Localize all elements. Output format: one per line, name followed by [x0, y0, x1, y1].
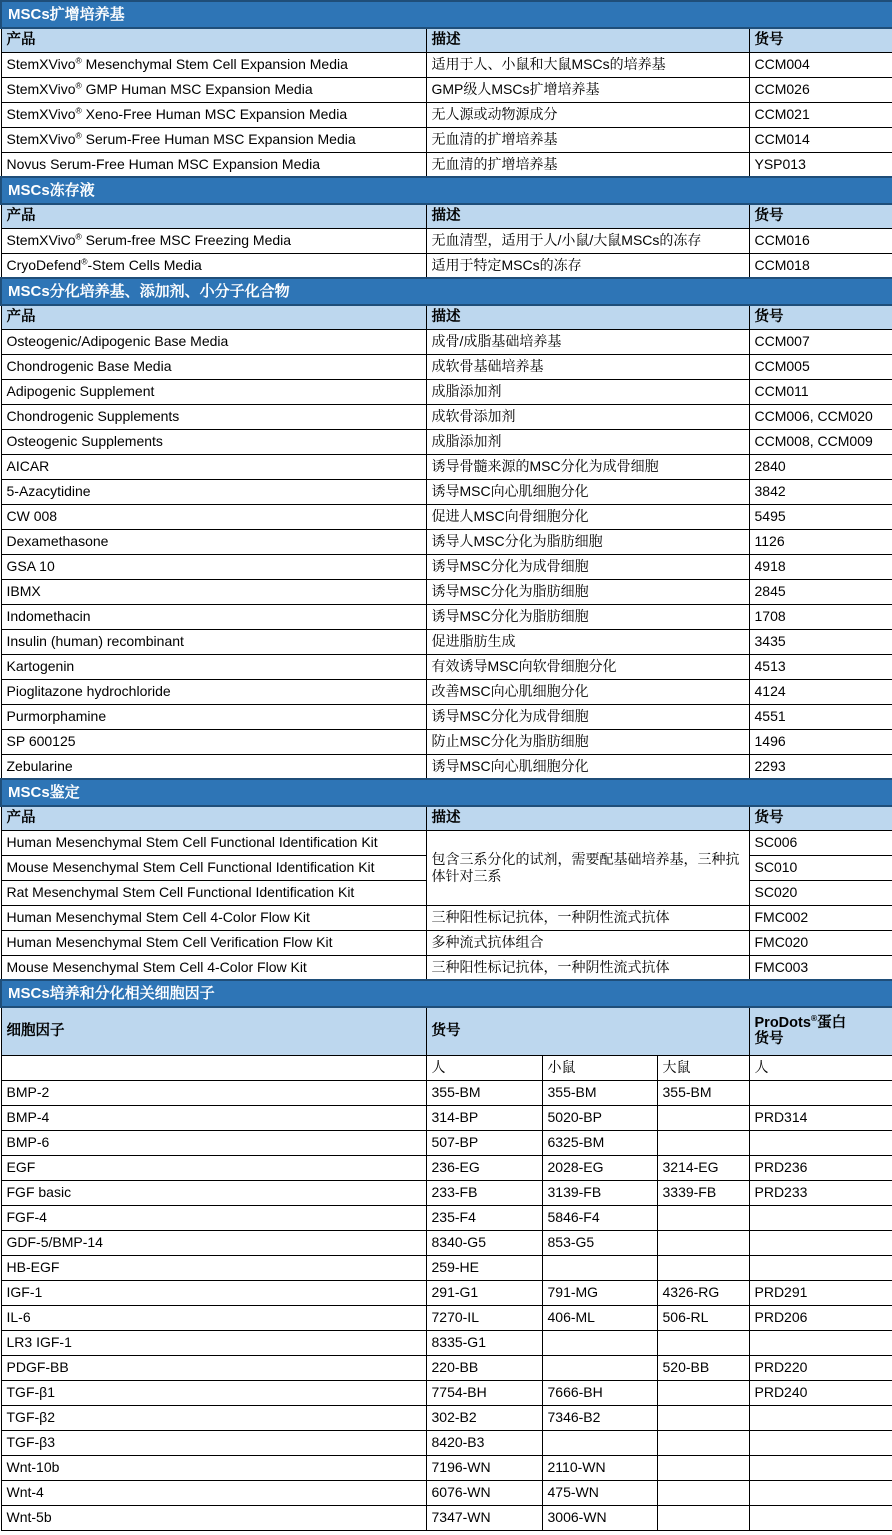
table-row: [1, 354, 892, 379]
product-description: 诱导人MSC分化为脂肪细胞: [426, 529, 749, 554]
product-description: 成脂添加剂: [426, 429, 749, 454]
table-row: [1, 1305, 892, 1330]
table-row: [1, 404, 892, 429]
section-band-row: [1, 278, 892, 305]
catalog-prodots: PRD291: [749, 1280, 892, 1305]
catalog-human: 235-F4: [426, 1205, 542, 1230]
catalog-number: CCM008, CCM009: [749, 429, 892, 454]
product-description: 有效诱导MSC向软骨细胞分化: [426, 654, 749, 679]
product-description: 诱导MSC分化为脂肪细胞: [426, 604, 749, 629]
table-row: [1, 77, 892, 102]
catalog-mouse: 7346-B2: [542, 1405, 657, 1430]
column-header-catalog: 货号: [749, 305, 892, 329]
catalog-number: CCM016: [749, 228, 892, 253]
product-name: Human Mesenchymal Stem Cell Functional Identification Kit: [1, 830, 426, 855]
product-description: 无人源或动物源成分: [426, 102, 749, 127]
product-name: Zebularine: [1, 754, 426, 779]
product-description: GMP级人MSCs扩增培养基: [426, 77, 749, 102]
product-description: 三种阳性标记抗体，一种阴性流式抗体: [426, 955, 749, 980]
table-row: [1, 1505, 892, 1530]
cytokine-name: TGF-β3: [1, 1430, 426, 1455]
product-name: GSA 10: [1, 554, 426, 579]
product-description: 三种阳性标记抗体，一种阴性流式抗体: [426, 905, 749, 930]
product-description: 诱导MSC分化为成骨细胞: [426, 704, 749, 729]
catalog-mouse: [542, 1255, 657, 1280]
catalog-mouse: 5846-F4: [542, 1205, 657, 1230]
table-row: [1, 1205, 892, 1230]
table-row: [1, 554, 892, 579]
product-name: StemXVivo® Serum-Free Human MSC Expansion Media: [1, 127, 426, 152]
column-header-prodots: ProDots®蛋白 货号: [749, 1007, 892, 1055]
catalog-human: 8420-B3: [426, 1430, 542, 1455]
catalog-prodots: [749, 1455, 892, 1480]
species-human: 人: [426, 1055, 542, 1080]
product-description: 诱导MSC分化为脂肪细胞: [426, 579, 749, 604]
table-row: [1, 654, 892, 679]
catalog-human: 507-BP: [426, 1130, 542, 1155]
catalog-human: 7196-WN: [426, 1455, 542, 1480]
column-header-product: 产品: [1, 28, 426, 52]
table-row: [1, 379, 892, 404]
table-row: [1, 1280, 892, 1305]
product-name: StemXVivo® Mesenchymal Stem Cell Expansion Media: [1, 52, 426, 77]
catalog-number: 2293: [749, 754, 892, 779]
catalog-number: 4551: [749, 704, 892, 729]
catalog-number: 3842: [749, 479, 892, 504]
catalog-number: 4513: [749, 654, 892, 679]
column-header-product: 产品: [1, 204, 426, 228]
table-row: [1, 1180, 892, 1205]
product-name: StemXVivo® GMP Human MSC Expansion Media: [1, 77, 426, 102]
cytokine-name: GDF-5/BMP-14: [1, 1230, 426, 1255]
catalog-mouse: 3139-FB: [542, 1180, 657, 1205]
table-row: [1, 1130, 892, 1155]
product-name: StemXVivo® Xeno-Free Human MSC Expansion Media: [1, 102, 426, 127]
catalog-mouse: 6325-BM: [542, 1130, 657, 1155]
column-header-product: 产品: [1, 806, 426, 830]
catalog-number: CCM006, CCM020: [749, 404, 892, 429]
section-band-row: [1, 1, 892, 28]
table-row: [1, 504, 892, 529]
table-row: [1, 228, 892, 253]
catalog-mouse: 5020-BP: [542, 1105, 657, 1130]
product-name: CryoDefend®-Stem Cells Media: [1, 253, 426, 278]
product-description: 成软骨基础培养基: [426, 354, 749, 379]
table-row: [1, 454, 892, 479]
catalog-prodots: [749, 1255, 892, 1280]
section-band-row: [1, 779, 892, 806]
cytokine-name: TGF-β1: [1, 1380, 426, 1405]
product-name: Mouse Mesenchymal Stem Cell Functional Identification Kit: [1, 855, 426, 880]
species-subheader-row: [1, 1055, 892, 1080]
cytokine-name: IGF-1: [1, 1280, 426, 1305]
catalog-mouse: [542, 1330, 657, 1355]
table-row: [1, 704, 892, 729]
product-description: 无血清的扩增培养基: [426, 127, 749, 152]
table-row: [1, 905, 892, 930]
catalog-mouse: 853-G5: [542, 1230, 657, 1255]
table-row: [1, 1480, 892, 1505]
table-row: [1, 102, 892, 127]
catalog-number: CCM011: [749, 379, 892, 404]
table-row: [1, 830, 892, 855]
product-name: Chondrogenic Base Media: [1, 354, 426, 379]
catalog-prodots: PRD236: [749, 1155, 892, 1180]
catalog-mouse: 406-ML: [542, 1305, 657, 1330]
catalog-number: 1708: [749, 604, 892, 629]
section-title-freezing-media: MSCs冻存液: [1, 177, 892, 204]
table-row: [1, 1105, 892, 1130]
catalog-mouse: 3006-WN: [542, 1505, 657, 1530]
table-row: [1, 679, 892, 704]
catalog-human: 355-BM: [426, 1080, 542, 1105]
column-header-row: [1, 305, 892, 329]
catalog-prodots: [749, 1205, 892, 1230]
catalog-number: 4124: [749, 679, 892, 704]
product-name: Osteogenic/Adipogenic Base Media: [1, 329, 426, 354]
catalog-number: FMC002: [749, 905, 892, 930]
product-description: 成骨/成脂基础培养基: [426, 329, 749, 354]
catalog-rat: [657, 1505, 749, 1530]
product-name: Dexamethasone: [1, 529, 426, 554]
catalog-rat: [657, 1330, 749, 1355]
product-description: 适用于人、小鼠和大鼠MSCs的培养基: [426, 52, 749, 77]
catalog-human: 6076-WN: [426, 1480, 542, 1505]
catalog-mouse: [542, 1355, 657, 1380]
table-row: [1, 579, 892, 604]
column-header-row: [1, 28, 892, 52]
section-band-row: [1, 980, 892, 1007]
product-name: Insulin (human) recombinant: [1, 629, 426, 654]
catalog-prodots: PRD240: [749, 1380, 892, 1405]
column-header-cytokine: 细胞因子: [1, 1007, 426, 1055]
table-row: [1, 52, 892, 77]
table-row: [1, 1230, 892, 1255]
catalog-human: 7347-WN: [426, 1505, 542, 1530]
product-description: 防止MSC分化为脂肪细胞: [426, 729, 749, 754]
section-title-cytokines: MSCs培养和分化相关细胞因子: [1, 980, 892, 1007]
table-row: [1, 1405, 892, 1430]
table-row: [1, 329, 892, 354]
catalog-number: CCM026: [749, 77, 892, 102]
catalog-mouse: 2110-WN: [542, 1455, 657, 1480]
cytokine-name: FGF basic: [1, 1180, 426, 1205]
catalog-mouse: 7666-BH: [542, 1380, 657, 1405]
product-name: StemXVivo® Serum-free MSC Freezing Media: [1, 228, 426, 253]
column-header-description: 描述: [426, 305, 749, 329]
product-name: Rat Mesenchymal Stem Cell Functional Identification Kit: [1, 880, 426, 905]
section-title-expansion-media: MSCs扩增培养基: [1, 1, 892, 28]
product-name: SP 600125: [1, 729, 426, 754]
cytokine-name: EGF: [1, 1155, 426, 1180]
catalog-body: [1, 1, 892, 1530]
catalog-rat: [657, 1430, 749, 1455]
catalog-number: 2840: [749, 454, 892, 479]
product-description: 促进脂肪生成: [426, 629, 749, 654]
catalog-mouse: [542, 1430, 657, 1455]
product-description: 成软骨添加剂: [426, 404, 749, 429]
catalog-human: 8335-G1: [426, 1330, 542, 1355]
section-title-identification: MSCs鉴定: [1, 779, 892, 806]
catalog-prodots: [749, 1330, 892, 1355]
catalog-rat: [657, 1230, 749, 1255]
product-description: 诱导MSC向心肌细胞分化: [426, 479, 749, 504]
catalog-mouse: 475-WN: [542, 1480, 657, 1505]
cytokine-name: LR3 IGF-1: [1, 1330, 426, 1355]
column-header-description: 描述: [426, 28, 749, 52]
catalog-number: SC020: [749, 880, 892, 905]
catalog-number: FMC020: [749, 930, 892, 955]
product-description: 包含三系分化的试剂，需要配基础培养基，三种抗体针对三系: [426, 830, 749, 905]
product-name: Pioglitazone hydrochloride: [1, 679, 426, 704]
product-name: Chondrogenic Supplements: [1, 404, 426, 429]
table-row: [1, 253, 892, 278]
product-description: 诱导骨髓来源的MSC分化为成骨细胞: [426, 454, 749, 479]
catalog-rat: [657, 1255, 749, 1280]
cytokine-name: TGF-β2: [1, 1405, 426, 1430]
column-header-catalog: 货号: [749, 28, 892, 52]
catalog-prodots: [749, 1080, 892, 1105]
product-name: Mouse Mesenchymal Stem Cell 4-Color Flow Kit: [1, 955, 426, 980]
table-row: [1, 604, 892, 629]
cytokine-name: IL-6: [1, 1305, 426, 1330]
section-title-differentiation: MSCs分化培养基、添加剂、小分子化合物: [1, 278, 892, 305]
catalog-prodots: [749, 1505, 892, 1530]
species-prodots-human: 人: [749, 1055, 892, 1080]
product-name: 5-Azacytidine: [1, 479, 426, 504]
table-row: [1, 127, 892, 152]
column-header-row: [1, 204, 892, 228]
catalog-rat: [657, 1455, 749, 1480]
catalog-human: 220-BB: [426, 1355, 542, 1380]
catalog-number: 3435: [749, 629, 892, 654]
product-name: Osteogenic Supplements: [1, 429, 426, 454]
table-row: [1, 729, 892, 754]
cytokine-name: HB-EGF: [1, 1255, 426, 1280]
column-header-catalog-group: 货号: [426, 1007, 749, 1055]
table-row: [1, 1355, 892, 1380]
table-row: [1, 1380, 892, 1405]
catalog-number: CCM018: [749, 253, 892, 278]
column-header-description: 描述: [426, 204, 749, 228]
table-row: [1, 629, 892, 654]
catalog-rat: 506-RL: [657, 1305, 749, 1330]
table-row: [1, 1430, 892, 1455]
column-header-row: [1, 806, 892, 830]
catalog-number: YSP013: [749, 152, 892, 177]
product-name: Human Mesenchymal Stem Cell Verification Flow Kit: [1, 930, 426, 955]
catalog-rat: 4326-RG: [657, 1280, 749, 1305]
catalog-prodots: [749, 1480, 892, 1505]
catalog-prodots: PRD206: [749, 1305, 892, 1330]
product-description: 诱导MSC分化为成骨细胞: [426, 554, 749, 579]
product-name: Kartogenin: [1, 654, 426, 679]
cytokine-name: Wnt-5b: [1, 1505, 426, 1530]
section-band-row: [1, 177, 892, 204]
catalog-number: 1496: [749, 729, 892, 754]
product-description: 诱导MSC向心肌细胞分化: [426, 754, 749, 779]
product-name: CW 008: [1, 504, 426, 529]
catalog-rat: 3339-FB: [657, 1180, 749, 1205]
catalog-prodots: [749, 1130, 892, 1155]
product-name: Indomethacin: [1, 604, 426, 629]
table-row: [1, 754, 892, 779]
product-name: Purmorphamine: [1, 704, 426, 729]
product-description: 促进人MSC向骨细胞分化: [426, 504, 749, 529]
catalog-number: CCM004: [749, 52, 892, 77]
species-mouse: 小鼠: [542, 1055, 657, 1080]
cytokine-header-row: [1, 1007, 892, 1055]
column-header-catalog: 货号: [749, 806, 892, 830]
table-row: [1, 479, 892, 504]
cytokine-name: BMP-4: [1, 1105, 426, 1130]
catalog-number: FMC003: [749, 955, 892, 980]
table-row: [1, 529, 892, 554]
table-row: [1, 955, 892, 980]
catalog-human: 259-HE: [426, 1255, 542, 1280]
cytokine-name: BMP-6: [1, 1130, 426, 1155]
catalog-rat: [657, 1105, 749, 1130]
catalog-number: 1126: [749, 529, 892, 554]
catalog-prodots: [749, 1405, 892, 1430]
catalog-rat: 355-BM: [657, 1080, 749, 1105]
catalog-prodots: PRD220: [749, 1355, 892, 1380]
catalog-rat: [657, 1380, 749, 1405]
table-row: [1, 1455, 892, 1480]
table-row: [1, 930, 892, 955]
species-spacer-cell: [1, 1055, 426, 1080]
catalog-rat: 3214-EG: [657, 1155, 749, 1180]
column-header-catalog: 货号: [749, 204, 892, 228]
product-description: 无血清型，适用于人/小鼠/大鼠MSCs的冻存: [426, 228, 749, 253]
product-name: Human Mesenchymal Stem Cell 4-Color Flow Kit: [1, 905, 426, 930]
catalog-human: 7754-BH: [426, 1380, 542, 1405]
catalog-human: 291-G1: [426, 1280, 542, 1305]
product-name: AICAR: [1, 454, 426, 479]
cytokine-name: Wnt-10b: [1, 1455, 426, 1480]
catalog-number: CCM005: [749, 354, 892, 379]
product-description: 适用于特定MSCs的冻存: [426, 253, 749, 278]
cytokine-name: Wnt-4: [1, 1480, 426, 1505]
catalog-prodots: [749, 1430, 892, 1455]
catalog-prodots: [749, 1230, 892, 1255]
table-row: [1, 1330, 892, 1355]
catalog-rat: [657, 1480, 749, 1505]
catalog-number: CCM014: [749, 127, 892, 152]
catalog-rat: [657, 1130, 749, 1155]
catalog-human: 8340-G5: [426, 1230, 542, 1255]
product-description: 改善MSC向心肌细胞分化: [426, 679, 749, 704]
cytokine-name: FGF-4: [1, 1205, 426, 1230]
catalog-number: SC006: [749, 830, 892, 855]
catalog-human: 236-EG: [426, 1155, 542, 1180]
product-name: Adipogenic Supplement: [1, 379, 426, 404]
table-row: [1, 1255, 892, 1280]
cytokine-name: PDGF-BB: [1, 1355, 426, 1380]
catalog-number: 2845: [749, 579, 892, 604]
species-rat: 大鼠: [657, 1055, 749, 1080]
catalog-human: 302-B2: [426, 1405, 542, 1430]
catalog-number: 5495: [749, 504, 892, 529]
catalog-human: 7270-IL: [426, 1305, 542, 1330]
catalog-prodots: PRD233: [749, 1180, 892, 1205]
table-row: [1, 1155, 892, 1180]
catalog-mouse: 791-MG: [542, 1280, 657, 1305]
catalog-rat: [657, 1205, 749, 1230]
product-description: 无血清的扩增培养基: [426, 152, 749, 177]
product-name: Novus Serum-Free Human MSC Expansion Media: [1, 152, 426, 177]
catalog-number: CCM007: [749, 329, 892, 354]
table-row: [1, 152, 892, 177]
catalog-mouse: 2028-EG: [542, 1155, 657, 1180]
cytokine-name: BMP-2: [1, 1080, 426, 1105]
table-row: [1, 429, 892, 454]
catalog-human: 233-FB: [426, 1180, 542, 1205]
catalog-prodots: PRD314: [749, 1105, 892, 1130]
product-description: 成脂添加剂: [426, 379, 749, 404]
catalog-rat: [657, 1405, 749, 1430]
column-header-description: 描述: [426, 806, 749, 830]
column-header-product: 产品: [1, 305, 426, 329]
product-name: IBMX: [1, 579, 426, 604]
catalog-human: 314-BP: [426, 1105, 542, 1130]
catalog-number: SC010: [749, 855, 892, 880]
catalog-number: 4918: [749, 554, 892, 579]
product-description: 多种流式抗体组合: [426, 930, 749, 955]
table-row: [1, 1080, 892, 1105]
catalog-mouse: 355-BM: [542, 1080, 657, 1105]
catalog-number: CCM021: [749, 102, 892, 127]
catalog-rat: 520-BB: [657, 1355, 749, 1380]
